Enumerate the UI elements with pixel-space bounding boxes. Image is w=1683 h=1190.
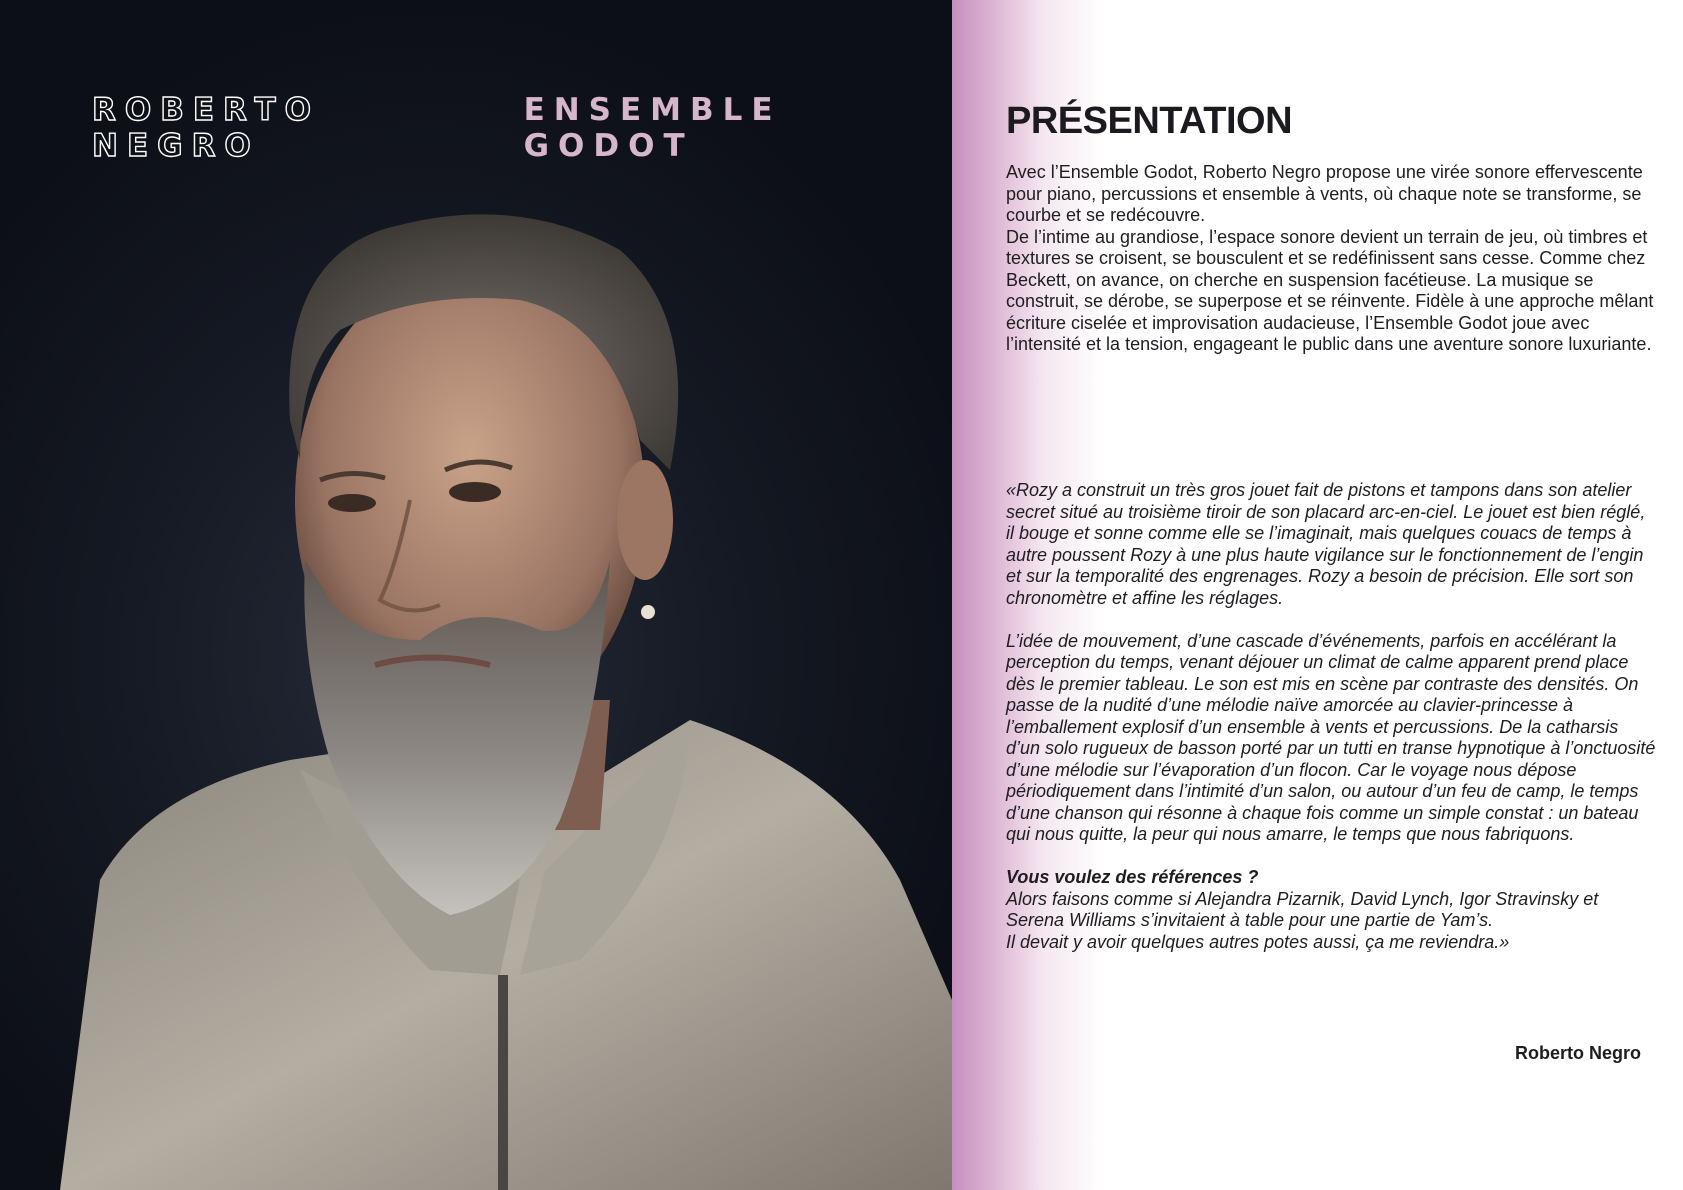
quote-signature: Roberto Negro xyxy=(1515,1043,1641,1063)
presentation-paragraph-1: Avec l’Ensemble Godot, Roberto Negro propose une virée sonore effervescente pour piano, percussions et ensemble à vents, où chaque note se transforme, se courbe et se redécouvre. xyxy=(1006,162,1643,225)
header-title-line xyxy=(92,92,952,164)
presentation-heading: PRÉSENTATION xyxy=(1006,100,1293,142)
quote-references xyxy=(1006,867,1656,953)
closing-line: Il devait y avoir quelques autres potes aussi, ça me reviendra.» xyxy=(1006,931,1510,952)
ensemble-name: ENSEMBLE GODOT xyxy=(523,92,782,164)
quote-paragraph-2: L’idée de mouvement, d’une cascade d’événements, parfois en accélérant la perception du temps, venant déjouer un climat de calme apparent prend place dès le premier tableau. Le son est mis en scène par contraste des densités. On passe de la nudité d’une mélodie naïve amorcée au clavier-princesse à l’emballement explosif d’un ensemble à vents et percussions. De la catharsis d’un solo rugueux de basson porté par un tutti en transe hypnotique à l’onctuosité d’une mélodie sur l’évaporation d’un flocon. Car le voyage nous dépose périodiquement dans l’intimité d’un salon, ou autour d’un feu de camp, le temps d’une chanson qui résonne à chaque fois comme un simple constat : un bateau qui nous quitte, la peur qui nous amarre, le temps que nous fabriquons. xyxy=(1006,630,1656,844)
references-heading: Vous voulez des références ? xyxy=(1006,867,1259,887)
artist-quote xyxy=(1006,480,1656,975)
presentation-body xyxy=(1006,162,1654,356)
presentation-text-panel xyxy=(952,0,1683,1190)
references-text: Alors faisons comme si Alejandra Pizarnik, David Lynch, Igor Stravinsky et Serena Williams s’invitaient à table pour une partie de Yam’s. xyxy=(1006,888,1599,930)
quote-paragraph-1: «Rozy a construit un très gros jouet fait de pistons et tampons dans son atelier secret situé au troisième tiroir de son placard arc-en-ciel. Le jouet est bien réglé, il bouge et sonne comme elle se l’imaginait, mais quelques couacs de temps à autre poussent Rozy à une plus haute vigilance sur le fonctionnement de l’engin et sur la temporalité des engrenages. Rozy a besoin de précision. Elle sort son chronomètre et affine les réglages. xyxy=(1006,480,1646,608)
artist-name: ROBERTO NEGRO xyxy=(92,92,321,164)
presentation-paragraph-2: De l’intime au grandiose, l’espace sonore devient un terrain de jeu, où timbres et textures se croisent, se bousculent et se redéfinissent sans cesse. Comme chez Beckett, on avance, on cherche en suspension facétieuse. La musique se construit, se dérobe, se superpose et se réinvente. Fidèle à une approche mêlant écriture ciselée et improvisation audacieuse, l’Ensemble Godot joue avec l’intensité et la tension, engageant le public dans une aventure sonore luxuriante. xyxy=(1006,226,1654,354)
